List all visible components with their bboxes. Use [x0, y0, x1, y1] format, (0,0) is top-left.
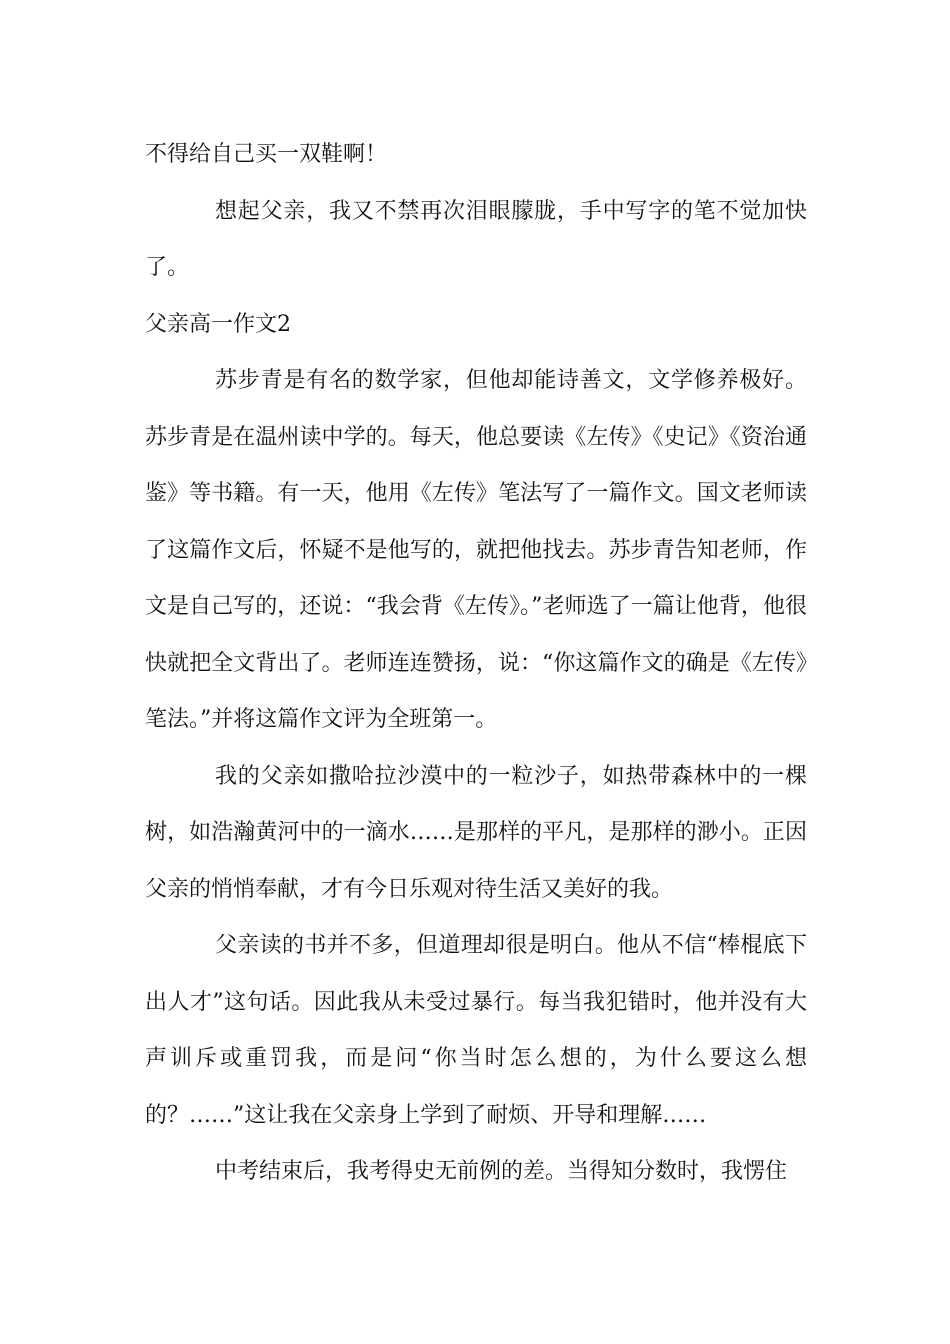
paragraph-father-reason: 父亲读的书并不多，但道理却很是明白。他从不信“棒棍底下出人才”这句话。因此我从未受过暴行。每当我犯错时，他并没有大声训斥或重罚我，而是问“你当时怎么想的，为什么要这么想的？……”这让我在父亲身上学到了耐烦、开导和理解…… [145, 933, 807, 1128]
essay-title: 父亲高一作文2 [145, 311, 291, 337]
document-body [145, 127, 807, 1201]
paragraph-exam: 中考结束后，我考得史无前例的差。当得知分数时，我愣住 [215, 1159, 788, 1184]
paragraph-recollection: 想起父亲，我又不禁再次泪眼朦胧，手中写字的笔不觉加快了。 [145, 198, 807, 280]
paragraph-su-buqing: 苏步青是有名的数学家，但他却能诗善文，文学修养极好。苏步青是在温州读中学的。每天，他总要读《左传》《史记》《资治通鉴》等书籍。有一天，他用《左传》笔法写了一篇作文。国文老师读了这篇作文后，怀疑不是他写的，就把他找去。苏步青告知老师，作文是自己写的，还说：“我会背《左传》。”老师选了一篇让他背，他很快就把全文背出了。老师连连赞扬，说：“你这篇作文的确是《左传》笔法。”并将这篇作文评为全班第一。 [145, 368, 807, 732]
paragraph-continuation: 不得给自己买一双鞋啊！ [145, 142, 388, 167]
paragraph-father-ordinary: 我的父亲如撒哈拉沙漠中的一粒沙子，如热带森林中的一棵树，如浩瀚黄河中的一滴水……是那样的平凡，是那样的渺小。正因父亲的悄悄奉献，才有今日乐观对待生活又美好的我。 [145, 763, 807, 902]
